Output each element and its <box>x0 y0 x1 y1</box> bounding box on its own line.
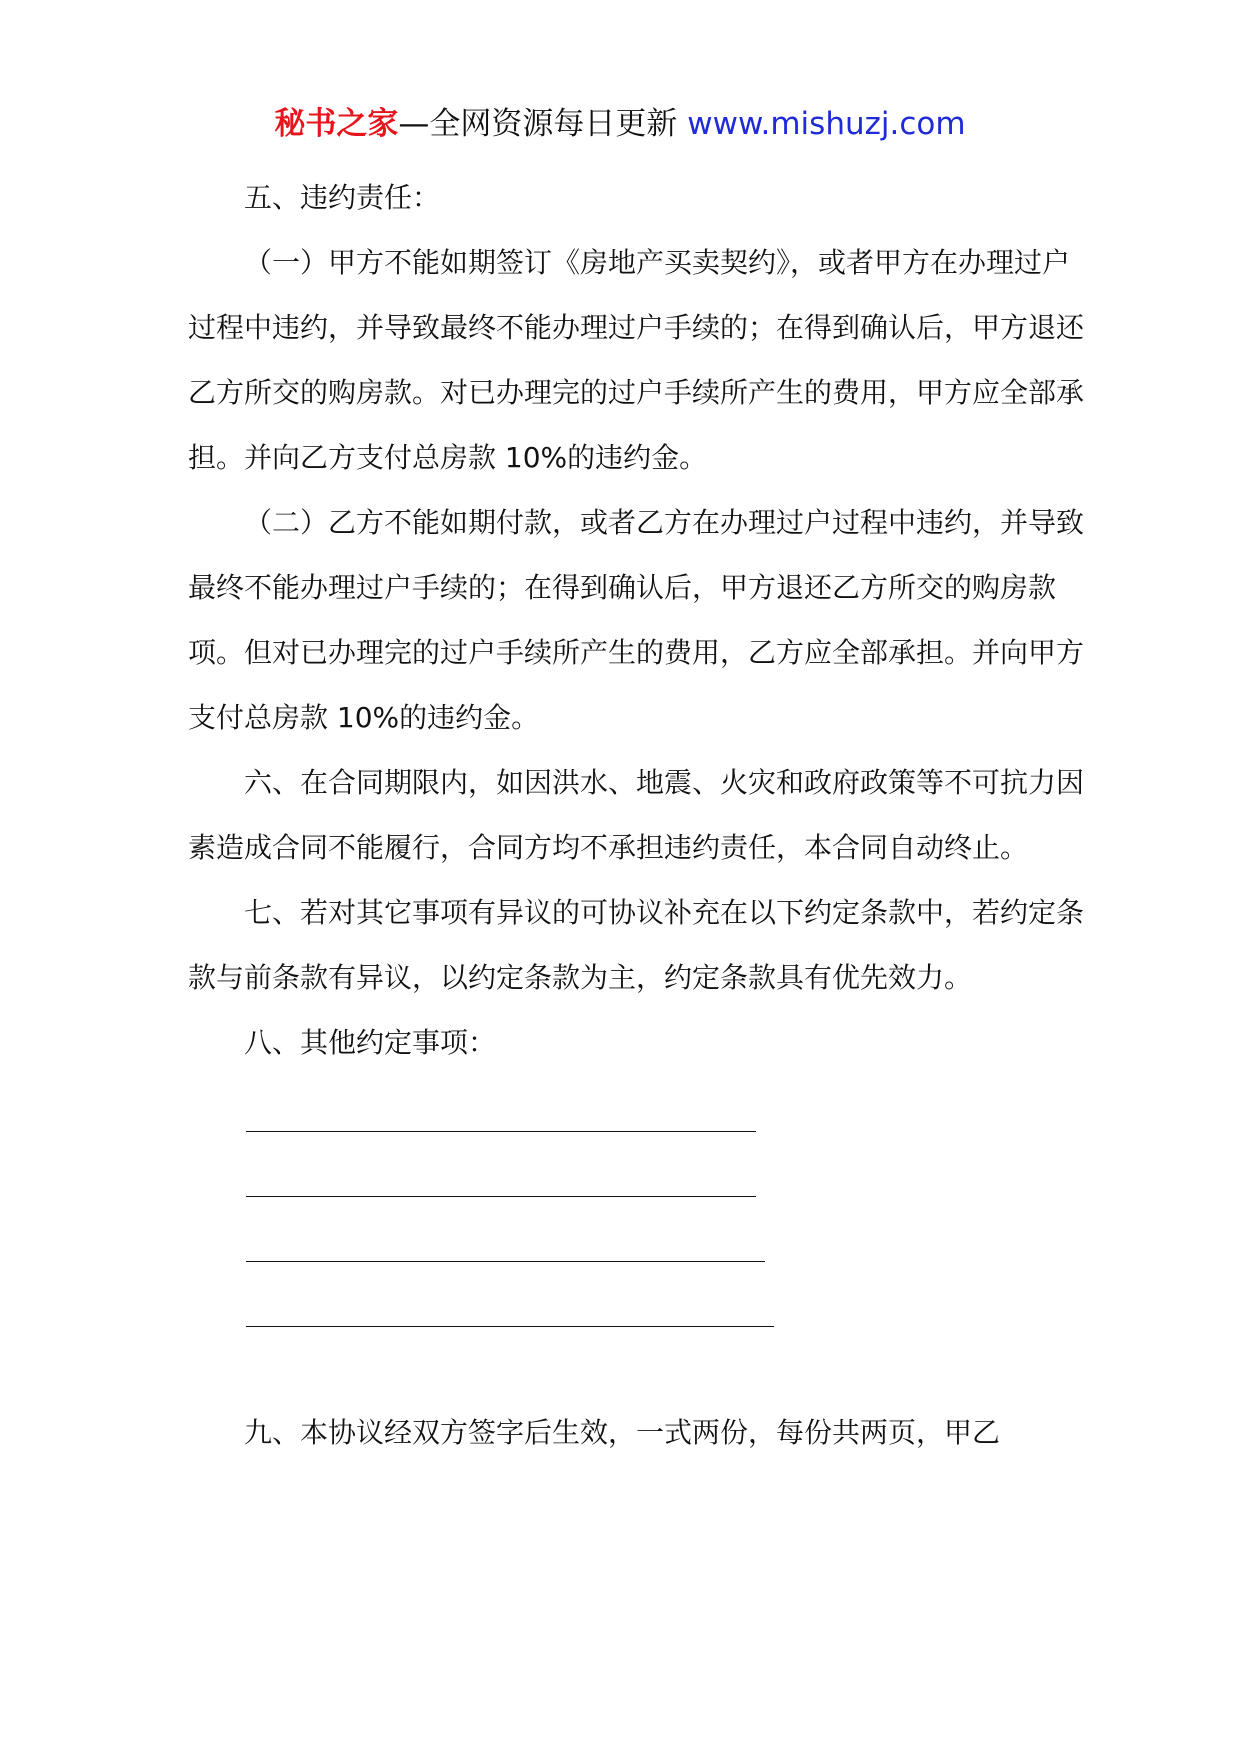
fill-in-line[interactable] <box>188 1075 1088 1140</box>
site-brand: 秘书之家 <box>274 106 399 142</box>
section-8-title: 八、其他约定事项： <box>244 1026 497 1059</box>
spacer <box>188 1335 1088 1400</box>
fill-in-line[interactable] <box>188 1140 1088 1205</box>
section-5-clause-2: （二）乙方不能如期付款，或者乙方在办理过户过程中违约，并导致最终不能办理过户手续的；在得到确认后，甲方退还乙方所交的购房款项。但对已办理完的过户手续所产生的费用，乙方应全部承担。并向甲方支付总房款 10%的违约金。 <box>188 506 1085 734</box>
fill-in-line[interactable] <box>188 1270 1088 1335</box>
section-7-paragraph: 七、若对其它事项有异议的可协议补充在以下约定条款中，若约定条款与前条款有异议，以约定条款为主，约定条款具有优先效力。 <box>188 896 1085 994</box>
section-9-paragraph: 九、本协议经双方签字后生效，一式两份，每份共两页，甲乙 <box>244 1416 1001 1449</box>
site-url[interactable]: www.mishuzj.com <box>687 106 966 142</box>
page-header <box>0 104 1240 144</box>
section-5-title: 五、违约责任： <box>244 181 441 214</box>
fill-in-line[interactable] <box>188 1205 1088 1270</box>
section-6-paragraph: 六、在合同期限内，如因洪水、地震、火灾和政府政策等不可抗力因素造成合同不能履行，合同方均不承担违约责任，本合同自动终止。 <box>188 766 1085 864</box>
section-5-clause-1: （一）甲方不能如期签订《房地产买卖契约》，或者甲方在办理过户过程中违约，并导致最终不能办理过户手续的；在得到确认后，甲方退还乙方所交的购房款。对已办理完的过户手续所产生的费用，甲方应全部承担。并向乙方支付总房款 10%的违约金。 <box>188 246 1085 474</box>
site-slogan: —全网资源每日更新 <box>398 106 678 142</box>
document-body <box>188 165 1088 1465</box>
